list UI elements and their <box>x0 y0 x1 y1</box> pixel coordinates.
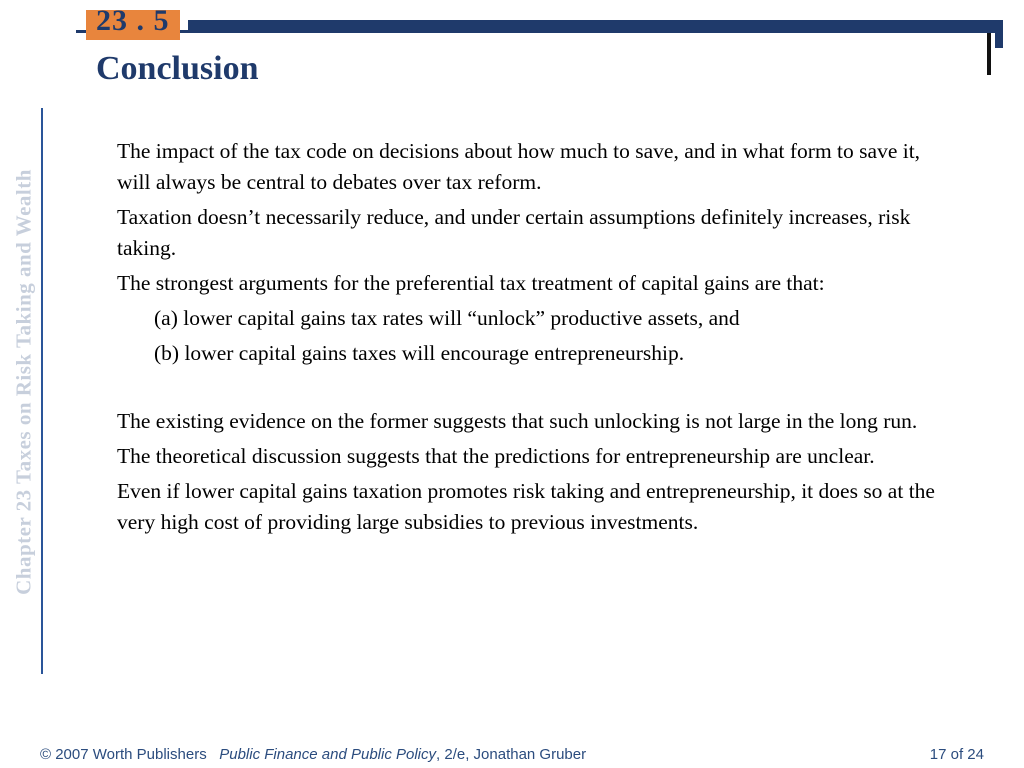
paragraph-evidence: The existing evidence on the former suggests that such unlocking is not large in the long run. <box>117 409 918 433</box>
page-number: 17 of 24 <box>929 746 984 763</box>
paragraph-subsidy-cost: Even if lower capital gains taxation promotes risk taking and entrepreneurship, it does so at the very high cost of providing large subsidies to previous investments. <box>117 479 935 534</box>
paragraph-risk-taking: Taxation doesn’t necessarily reduce, and under certain assumptions definitely increases, risk taking. <box>117 205 911 260</box>
page-title: Conclusion <box>96 50 259 87</box>
footer-book-title: Public Finance and Public Policy <box>219 746 437 763</box>
header-rule-thin <box>76 30 1002 33</box>
paragraph-capital-gains-arguments: The strongest arguments for the preferential tax treatment of capital gains are that: <box>117 271 825 295</box>
section-number: 23 . 5 <box>96 4 170 37</box>
sub-point-unlock: (a) lower capital gains tax rates will “unlock” productive assets, and <box>154 306 740 330</box>
footer-publisher: © 2007 Worth Publishers <box>40 746 207 763</box>
chapter-side-label: Chapter 23 Taxes on Risk Taking and Wealth <box>11 169 36 595</box>
footer-book-suffix: , 2/e, Jonathan Gruber <box>436 746 587 763</box>
paragraph-tax-code: The impact of the tax code on decisions about how much to save, and in what form to save it, will always be central to debates over tax reform. <box>117 139 921 194</box>
header-rule-thick <box>188 20 1003 30</box>
slide-body <box>117 136 947 542</box>
footer-credits <box>40 746 586 763</box>
header-corner-bar-inner <box>987 33 991 75</box>
side-divider <box>41 108 43 674</box>
slide-footer <box>0 744 1024 768</box>
paragraph-theory: The theoretical discussion suggests that the predictions for entrepreneurship are unclear. <box>117 444 875 468</box>
header-corner-bar <box>995 20 1003 48</box>
sub-point-entrepreneurship: (b) lower capital gains taxes will encourage entrepreneurship. <box>154 341 685 365</box>
spacer <box>117 373 947 406</box>
